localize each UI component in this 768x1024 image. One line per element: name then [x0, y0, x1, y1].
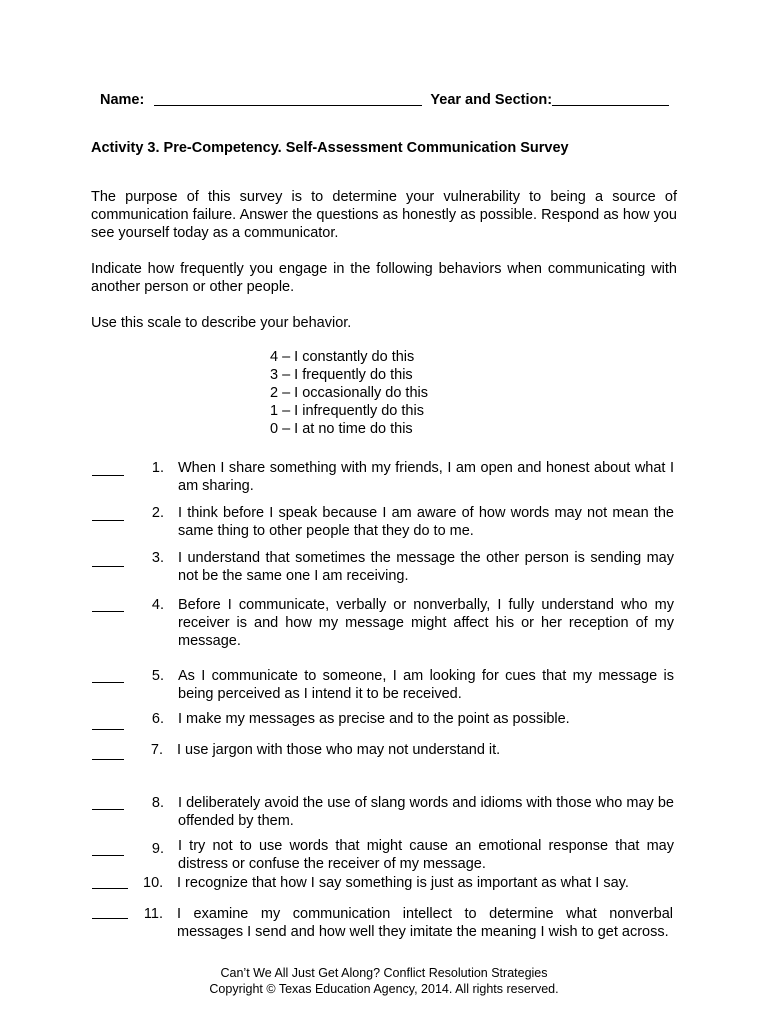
item-number: 1. — [151, 460, 164, 476]
item-number: 8. — [151, 795, 164, 811]
item-text: I try not to use words that might cause an emotional response that may distress or confuse the receiver of my message. — [178, 838, 674, 872]
item-text: I understand that sometimes the message the other person is sending may not be the same one I am receiving. — [178, 550, 674, 584]
item-text: I examine my communication intellect to determine what nonverbal messages I send and how well they imitate the meaning I wish to get across. — [177, 906, 673, 940]
answer-blank[interactable] — [92, 475, 124, 476]
scale-item: 4 – I constantly do this — [270, 349, 415, 365]
student-info-header — [100, 91, 669, 108]
intro-paragraph-instructions: Indicate how frequently you engage in the following behaviors when communicating with another person or other people. — [91, 261, 677, 295]
intro-paragraph-purpose: The purpose of this survey is to determine your vulnerability to being a source of communication failure. Answer the questions as honestly as possible. Respond as how you see yourself today as a communicator. — [91, 189, 677, 241]
item-text: I think before I speak because I am aware of how words may not mean the same thing to other people that they do to me. — [178, 505, 674, 539]
item-number: 4. — [151, 597, 164, 613]
item-number: 5. — [151, 668, 164, 684]
footer-title: Can’t We All Just Get Along? Conflict Resolution Strategies — [220, 966, 548, 980]
answer-blank[interactable] — [92, 888, 128, 889]
item-number: 3. — [151, 550, 164, 566]
scale-item: 0 – I at no time do this — [270, 421, 413, 437]
activity-title: Activity 3. Pre-Competency. Self-Assessment Communication Survey — [91, 140, 569, 156]
item-text: I deliberately avoid the use of slang words and idioms with those who may be offended by them. — [178, 795, 674, 829]
item-text: I make my messages as precise and to the point as possible. — [178, 711, 570, 727]
item-text: I recognize that how I say something is just as important as what I say. — [177, 875, 629, 891]
name-field[interactable] — [154, 91, 422, 106]
item-text: I use jargon with those who may not understand it. — [177, 742, 501, 758]
answer-blank[interactable] — [92, 566, 124, 567]
page-footer — [0, 965, 768, 997]
footer-copyright: Copyright © Texas Education Agency, 2014. All rights reserved. — [209, 982, 559, 996]
year-section-field[interactable] — [552, 91, 669, 106]
year-section-label: Year and Section: — [430, 92, 553, 108]
item-number: 10. — [143, 875, 164, 891]
item-text: Before I communicate, verbally or nonverbally, I fully understand who my receiver is and how my message might affect his or her reception of my message. — [178, 597, 674, 649]
item-number: 6. — [151, 711, 164, 727]
answer-blank[interactable] — [92, 520, 124, 521]
answer-blank[interactable] — [92, 809, 124, 810]
rating-scale — [270, 348, 428, 438]
item-text: When I share something with my friends, I am open and honest about what I am sharing. — [178, 460, 674, 494]
answer-blank[interactable] — [92, 682, 124, 683]
item-number: 9. — [151, 841, 164, 857]
answer-blank[interactable] — [92, 611, 124, 612]
answer-blank[interactable] — [92, 855, 124, 856]
scale-item: 1 – I infrequently do this — [270, 403, 424, 419]
item-number: 7. — [150, 742, 163, 758]
answer-blank[interactable] — [92, 729, 124, 730]
item-number: 11. — [143, 906, 163, 922]
intro-paragraph-scale: Use this scale to describe your behavior. — [91, 315, 352, 331]
item-text: As I communicate to someone, I am looking for cues that my message is being perceived as I intend it to be received. — [178, 668, 674, 702]
scale-item: 3 – I frequently do this — [270, 367, 413, 383]
item-number: 2. — [151, 505, 164, 521]
answer-blank[interactable] — [92, 918, 128, 919]
answer-blank[interactable] — [92, 759, 124, 760]
name-label: Name: — [100, 92, 145, 108]
scale-item: 2 – I occasionally do this — [270, 385, 428, 401]
